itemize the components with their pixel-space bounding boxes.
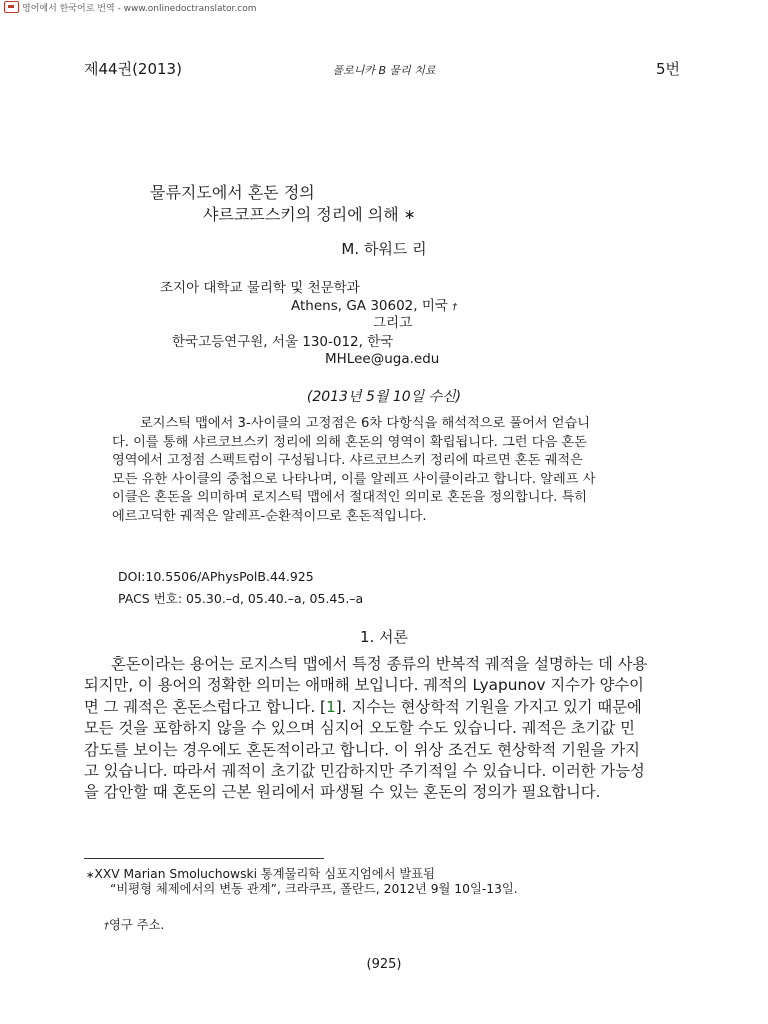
body-line: 을 감안할 때 혼돈의 근본 원리에서 파생될 수 있는 혼돈의 정의가 필요합니다. <box>84 783 601 802</box>
author: M. 하워드 리 <box>341 240 427 258</box>
header-number: 5번 <box>655 60 680 78</box>
affiliation-and: 그리고 <box>373 315 413 331</box>
footnote-divider <box>84 858 324 859</box>
title-line-2-text: 샤르코프스키의 정리에 의해 <box>203 205 399 224</box>
pacs-numbers: PACS 번호: 05.30.–d, 05.40.–a, 05.45.–a <box>118 591 364 606</box>
title-line-2 <box>203 202 415 225</box>
translator-banner-text[interactable]: 영어에서 한국어로 번역 - www.onlinedoctranslator.com <box>22 3 257 14</box>
translator-logo-icon <box>4 1 19 13</box>
footnote-star-mark: ∗ <box>86 870 95 881</box>
affiliation-address-text: Athens, GA 30602, 미국 <box>291 298 448 314</box>
abstract-line: 로지스틱 맵에서 3-사이클의 고정점은 6차 다항식을 해석적으로 풀어서 얻습니 <box>140 416 590 431</box>
abstract-line: 영역에서 고정점 스펙트럼이 구성됩니다. 샤르코브스키 정리에 따르면 혼돈 궤적은 <box>112 453 583 469</box>
header-journal: 폴로니카 B 물리 치료 <box>332 64 436 77</box>
abstract-line: 모든 유한 사이클의 중첩으로 나타나며, 이를 알레프 사이클이라고 합니다. 알레프 사 <box>112 471 596 487</box>
body-line <box>84 697 690 718</box>
body-line-part: ]. 지수는 현상학적 기원을 가지고 있기 때문에 <box>335 697 642 716</box>
affiliation-second: 한국고등연구원, 서울 130-012, 한국 <box>172 334 394 350</box>
body-line-part: 면 그 궤적은 혼돈스럽다고 합니다. [ <box>84 697 327 716</box>
footnote-2-text: 영구 주소. <box>109 918 165 932</box>
abstract-line: 이클은 혼돈을 의미하며 로지스틱 맵에서 절대적인 의미로 혼돈을 정의합니다. 특히 <box>112 490 588 506</box>
body-line: 모든 것을 포함하지 않을 수 있으며 심지어 오도할 수도 있습니다. 궤적은 초기값 민 <box>84 719 635 738</box>
footnote-2 <box>104 915 164 933</box>
header-volume: 제44권(2013) <box>84 60 182 78</box>
abstract <box>112 415 660 527</box>
body-line: 고 있습니다. 따라서 궤적이 초기값 민감하지만 주기적일 수 있습니다. 이러한 가능성 <box>84 762 645 781</box>
body-text <box>84 654 690 804</box>
page-number: (925) <box>366 957 402 972</box>
footnote-1-text: XXV Marian Smoluchowski 통계물리학 심포지엄에서 발표됨 <box>94 867 436 881</box>
footnote-dagger-mark: † <box>104 921 109 932</box>
abstract-line: 다. 이를 통해 샤르코브스키 정리에 의해 혼돈의 영역이 확립됩니다. 그런 다음 혼돈 <box>112 434 587 450</box>
body-line: 혼돈이라는 용어는 로지스틱 맵에서 특정 종류의 반복적 궤적을 설명하는 데 사용 <box>111 655 648 673</box>
footnote-1-continued: “비평형 체제에서의 변동 관계”, 크라쿠프, 폴란드, 2012년 9월 10일-13일. <box>110 882 518 896</box>
affiliation-dagger-mark: † <box>452 302 458 313</box>
doi[interactable]: DOI:10.5506/APhysPolB.44.925 <box>118 569 314 584</box>
section-heading: 1. 서론 <box>359 628 409 646</box>
title-footnote-mark: ∗ <box>403 207 416 223</box>
translator-banner[interactable] <box>4 0 257 14</box>
body-line: 되지만, 이 용어의 정확한 의미는 애매해 보입니다. 궤적의 Lyapunov 지수가 양수이 <box>84 676 644 695</box>
body-line: 감도를 보이는 경우에도 혼돈적이라고 합니다. 이 위상 조건도 현상학적 기원을 가지 <box>84 740 640 759</box>
title-line-1: 물류지도에서 혼돈 정의 <box>150 183 315 202</box>
received-date: (2013년 5월 10일 수신) <box>306 389 462 405</box>
affiliation-dept: 조지아 대학교 물리학 및 천문학과 <box>160 280 360 296</box>
author-email[interactable]: MHLee@uga.edu <box>325 351 440 367</box>
abstract-line: 에르고딕한 궤적은 알레프-순환적이므로 혼돈적입니다. <box>112 508 427 524</box>
citation-link[interactable]: 1 <box>326 697 336 716</box>
